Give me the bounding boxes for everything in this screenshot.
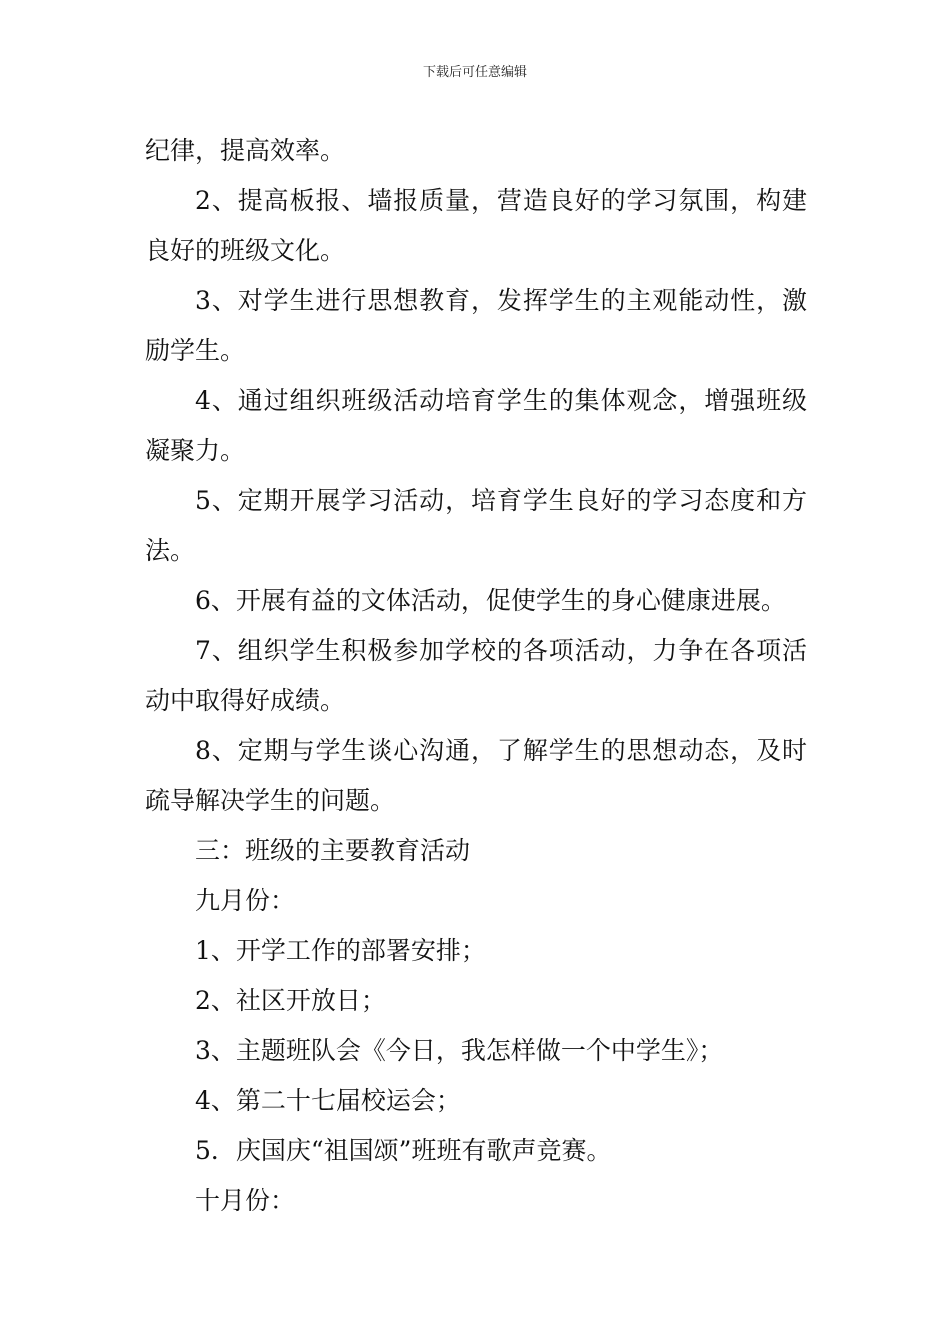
september-item-4: 4、第二十七届校运会； (195, 1086, 461, 1115)
paragraph-item-3: 3、对学生进行思想教育，发挥学生的主观能动性，激励学生。 (145, 286, 807, 365)
document-body (145, 126, 807, 1226)
paragraph-continuation: 纪律，提高效率。 (145, 136, 346, 165)
september-item-3: 3、主题班队会《今日，我怎样做一个中学生》； (195, 1036, 724, 1065)
paragraph-item-2: 2、提高板报、墙报质量，营造良好的学习氛围，构建良好的班级文化。 (145, 186, 807, 265)
paragraph-item-7: 7、组织学生积极参加学校的各项活动，力争在各项活动中取得好成绩。 (145, 636, 807, 715)
paragraph-item-4: 4、通过组织班级活动培育学生的集体观念，增强班级凝聚力。 (145, 386, 807, 465)
september-item-1: 1、开学工作的部署安排； (195, 936, 486, 965)
section-heading: 三：班级的主要教育活动 (195, 836, 471, 865)
september-item-5: 5．庆国庆“祖国颂”班班有歌声竞赛。 (195, 1136, 612, 1165)
month-heading-october: 十月份： (195, 1186, 296, 1215)
paragraph-item-5: 5、定期开展学习活动，培育学生良好的学习态度和方法。 (145, 486, 807, 565)
month-heading-september: 九月份： (195, 886, 296, 915)
paragraph-item-8: 8、定期与学生谈心沟通，了解学生的思想动态，及时疏导解决学生的问题。 (145, 736, 807, 815)
paragraph-item-6: 6、开展有益的文体活动，促使学生的身心健康进展。 (195, 586, 786, 615)
page-header: 下载后可任意编辑 (422, 65, 527, 80)
september-item-2: 2、社区开放日； (195, 986, 386, 1015)
